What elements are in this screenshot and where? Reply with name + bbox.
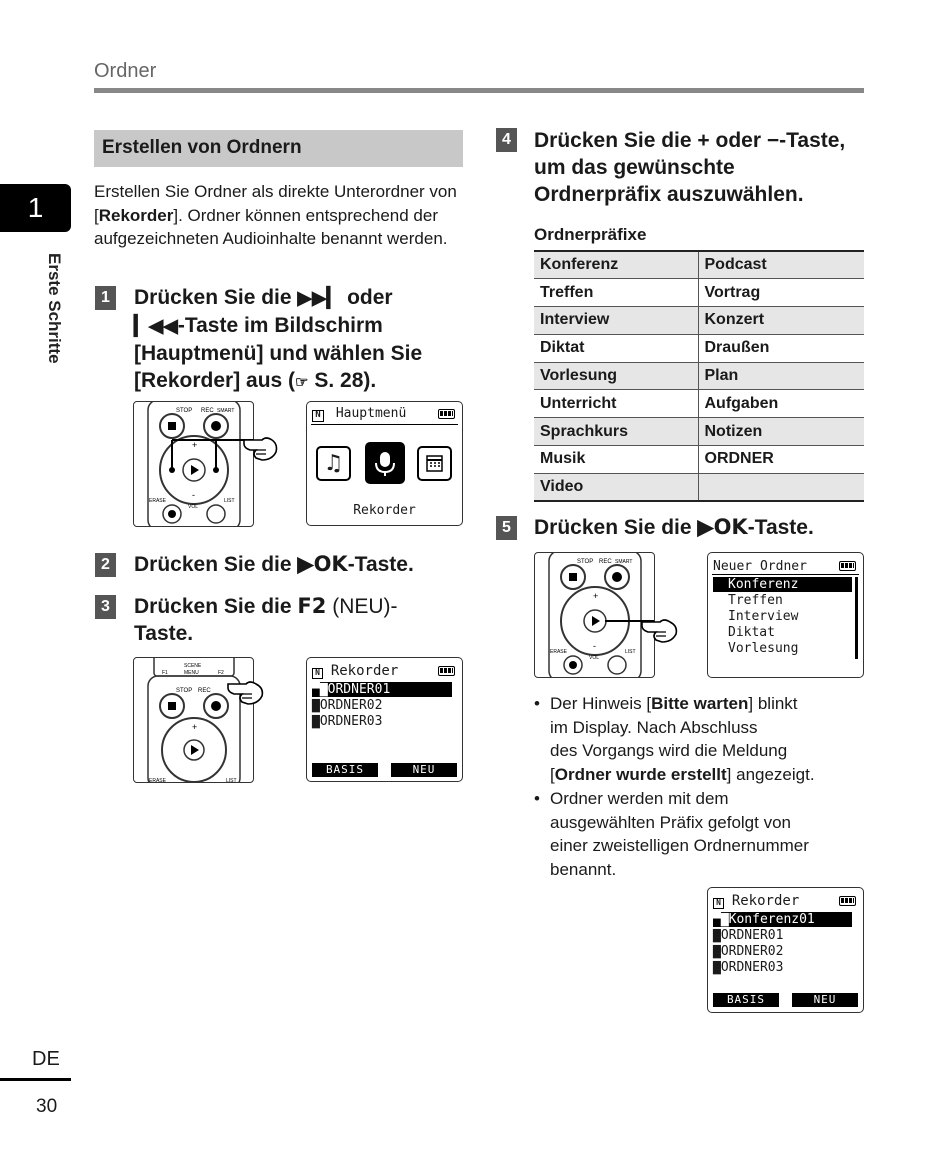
folder-icon: ▇ [312, 714, 320, 729]
table-cell: Aufgaben [698, 390, 864, 418]
scene-label: SCENE [184, 663, 202, 669]
table-row [534, 418, 864, 446]
table-cell: Vortrag [698, 279, 864, 307]
rec-label: REC [201, 408, 214, 414]
step-2-text: Drücken Sie die ▶OK-Taste. [134, 552, 414, 576]
table-cell: Diktat [534, 334, 698, 362]
folder-row[interactable]: ▇ORDNER01 [713, 928, 784, 943]
chapter-label: Erste Schritte [45, 253, 64, 364]
svg-text:-: - [192, 490, 195, 500]
battery-icon [438, 409, 455, 419]
f1-label: F1 [162, 670, 168, 676]
bullet-status-message: • Der Hinweis [Bitte warten] blinkt im Display. Nach Abschluss des Vorgangs wird die Meldung [Ordner wurde erstellt] angezeigt. [534, 694, 815, 784]
page-ref-icon: ☞ [295, 374, 309, 391]
step-4-text: Drücken Sie die + oder −-Taste, um das gewünschte Ordnerpräfix auszuwählen. [534, 129, 846, 206]
folder-icon: ▇ [713, 960, 721, 975]
folder-row[interactable]: ▀▇ORDNER01 [312, 682, 452, 697]
svg-text:ERASE: ERASE [149, 778, 166, 783]
table-cell: Vorlesung [534, 362, 698, 390]
svg-text:ERASE: ERASE [550, 649, 567, 655]
page-number: 30 [36, 1096, 58, 1117]
softkey-neu[interactable]: NEU [391, 763, 457, 777]
battery-icon [839, 896, 856, 906]
svg-text:-: - [593, 641, 596, 651]
prefix-option[interactable]: Konferenz [713, 577, 852, 592]
step-5-text: Drücken Sie die ▶OK-Taste. [534, 515, 814, 539]
step-2-number: 2 [95, 553, 116, 577]
table-row [534, 446, 864, 474]
list-label: LIST [224, 498, 235, 504]
table-cell: Konferenz [534, 251, 698, 279]
f2-label: F2 [218, 670, 224, 676]
table-cell: Podcast [698, 251, 864, 279]
table-row [534, 251, 864, 279]
screen-rekorder-list [306, 657, 463, 782]
bullet-icon: • [534, 694, 540, 713]
table-row [534, 279, 864, 307]
screen-title: Neuer Ordner [713, 559, 807, 574]
table-row [534, 362, 864, 390]
music-menu-icon[interactable]: ♫ [316, 446, 351, 481]
bullet-naming-info: • Ordner werden mit dem ausgewählten Präfix gefolgt von einer zweistelligen Ordnernummer benannt. [534, 789, 809, 879]
smart-label: SMART [217, 408, 235, 414]
prefix-option[interactable]: Treffen [728, 593, 783, 608]
screen-title: Rekorder [330, 663, 399, 679]
device-illustration-1 [133, 401, 254, 527]
svg-text:STOP: STOP [176, 688, 193, 694]
prefix-option[interactable]: Interview [728, 609, 799, 624]
bullet-icon: • [534, 789, 540, 808]
step-3-text: Drücken Sie die F2 (NEU)- Taste. [134, 594, 398, 645]
language-label: DE [32, 1048, 60, 1070]
svg-text:VOL: VOL [589, 655, 600, 661]
folder-row[interactable]: ▇ORDNER03 [312, 714, 383, 729]
svg-text:REC: REC [198, 688, 211, 694]
step-3-number: 3 [95, 595, 116, 619]
pointing-hand-icon [640, 612, 680, 644]
table-caption: Ordnerpräfixe [534, 225, 647, 244]
mic-mode-icon: N [713, 898, 724, 909]
calendar-menu-icon[interactable] [417, 446, 452, 481]
mic-mode-icon: N [312, 410, 324, 422]
table-row [534, 307, 864, 335]
table-cell: Unterricht [534, 390, 698, 418]
table-cell: Video [534, 473, 698, 501]
svg-text:+: + [192, 722, 198, 732]
svg-text:SMART: SMART [615, 559, 633, 565]
prefix-table [534, 250, 864, 502]
table-cell: Plan [698, 362, 864, 390]
table-cell: Konzert [698, 307, 864, 335]
table-cell: Interview [534, 307, 698, 335]
backward-skip-icon: ▎◀◀ [134, 316, 178, 337]
mic-mode-icon: N [312, 668, 323, 679]
folder-row[interactable]: ▇ORDNER02 [312, 698, 383, 713]
recorder-menu-icon[interactable] [365, 442, 405, 484]
folder-icon: ▇ [713, 928, 721, 943]
screen-title: Hauptmenü [335, 406, 407, 421]
table-row [534, 473, 864, 501]
screen-title: Rekorder [731, 893, 800, 909]
table-cell: ORDNER [698, 446, 864, 474]
table-cell: Notizen [698, 418, 864, 446]
stop-label: STOP [176, 408, 193, 414]
running-header: Ordner [94, 60, 157, 82]
table-cell: Draußen [698, 334, 864, 362]
folder-icon: ▀▇ [312, 682, 328, 697]
table-row [534, 390, 864, 418]
device-illustration-5 [534, 552, 655, 678]
forward-skip-icon: ▶▶▎ [297, 288, 342, 309]
screen-neuer-ordner [707, 552, 864, 678]
folder-row[interactable]: ▇ORDNER03 [713, 960, 784, 975]
screen-rekorder-list-updated [707, 887, 864, 1013]
play-icon: ▶ [697, 516, 714, 539]
svg-text:LIST: LIST [226, 778, 237, 783]
step-4-number: 4 [496, 128, 517, 152]
header-rule [94, 88, 864, 93]
folder-icon: ▇ [713, 944, 721, 959]
battery-icon [839, 561, 856, 571]
pointing-hand-icon [242, 430, 280, 464]
folder-row[interactable]: ▀▇Konferenz01 [713, 912, 852, 927]
vol-label: VOL [188, 504, 199, 510]
folder-row[interactable]: ▇ORDNER02 [713, 944, 784, 959]
footer-rule [0, 1078, 71, 1081]
battery-icon [438, 666, 455, 676]
scrollbar[interactable] [855, 577, 858, 659]
svg-text:+: + [593, 591, 599, 601]
selected-menu-label: Rekorder [353, 503, 416, 518]
table-row [534, 334, 864, 362]
softkey-basis[interactable]: BASIS [713, 993, 779, 1007]
erase-label: ERASE [149, 498, 166, 504]
softkey-neu[interactable]: NEU [792, 993, 858, 1007]
svg-text:LIST: LIST [625, 649, 636, 655]
svg-text:+: + [192, 440, 198, 450]
table-cell: Treffen [534, 279, 698, 307]
step-1-text: Drücken Sie die ▶▶▎ oder ▎◀◀-Taste im Bildschirm [Hauptmenü] und wählen Sie [Rekorder] aus (☞ S. 28). [134, 286, 423, 392]
folder-icon: ▇ [312, 698, 320, 713]
screen-main-menu [306, 401, 463, 526]
menu-label: MENU [184, 670, 199, 676]
folder-icon: ▀▇ [713, 912, 729, 927]
table-cell [698, 473, 864, 501]
prefix-option[interactable]: Vorlesung [728, 641, 799, 656]
step-5-number: 5 [496, 516, 517, 540]
play-icon: ▶ [297, 553, 314, 576]
chapter-number: 1 [0, 184, 71, 232]
table-cell: Sprachkurs [534, 418, 698, 446]
svg-text:STOP: STOP [577, 559, 594, 565]
svg-text:REC: REC [599, 559, 612, 565]
step-1-number: 1 [95, 286, 116, 310]
table-cell: Musik [534, 446, 698, 474]
section-title: Erstellen von Ordnern [94, 130, 463, 167]
softkey-basis[interactable]: BASIS [312, 763, 378, 777]
pointing-hand-icon [226, 674, 266, 706]
intro-paragraph: Erstellen Sie Ordner als direkte Unterordner von [Rekorder]. Ordner können entsprechend der aufgezeichneten Audioinhalte benannt werden. [94, 182, 457, 248]
prefix-option[interactable]: Diktat [728, 625, 775, 640]
